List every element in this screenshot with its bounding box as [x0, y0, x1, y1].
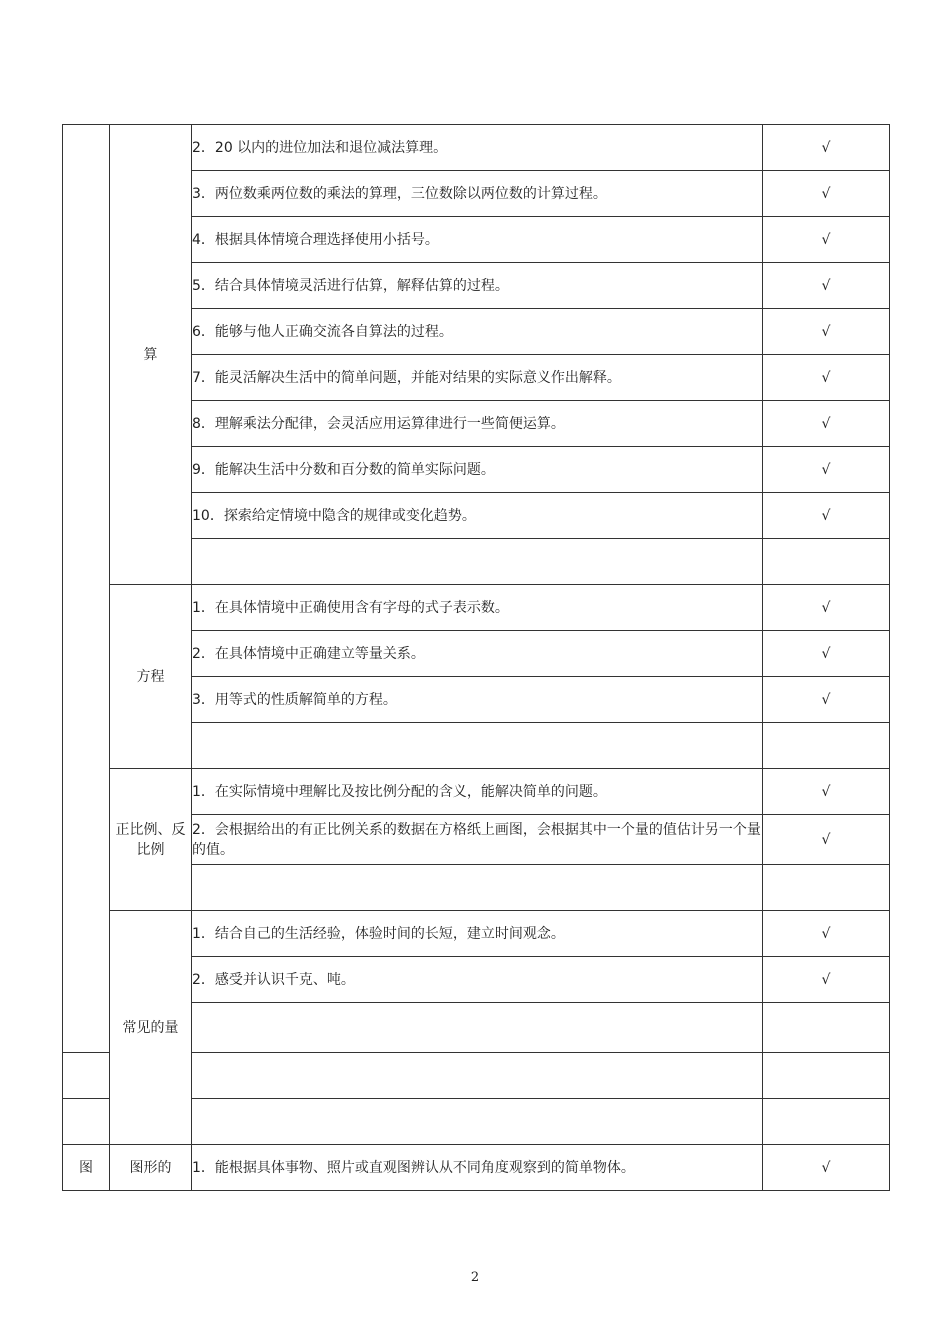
table-row [63, 911, 890, 957]
check-mark: √ [763, 677, 890, 723]
check-mark: √ [763, 401, 890, 447]
item-text: 8．理解乘法分配律，会灵活应用运算律进行一些简便运算。 [192, 401, 763, 447]
section-label-fangcheng: 方程 [110, 585, 192, 769]
item-text: 1．能根据具体事物、照片或直观图辨认从不同角度观察到的简单物体。 [192, 1145, 763, 1191]
table-row [63, 585, 890, 631]
item-text: 2．20 以内的进位加法和退位减法算理。 [192, 125, 763, 171]
item-text: 7．能灵活解决生活中的简单问题，并能对结果的实际意义作出解释。 [192, 355, 763, 401]
section-label-suan: 算 [110, 125, 192, 585]
item-text: 5．结合具体情境灵活进行估算，解释估算的过程。 [192, 263, 763, 309]
category-cell-empty [63, 1099, 110, 1145]
item-text: 9．能解决生活中分数和百分数的简单实际问题。 [192, 447, 763, 493]
item-text [192, 723, 763, 769]
table-row [63, 769, 890, 815]
curriculum-table [62, 124, 890, 1191]
table-row [63, 1145, 890, 1191]
check-mark [763, 539, 890, 585]
section-label-tuxing: 图形的 [110, 1145, 192, 1191]
check-mark: √ [763, 585, 890, 631]
check-mark: √ [763, 1145, 890, 1191]
item-text [192, 865, 763, 911]
item-text: 2．会根据给出的有正比例关系的数据在方格纸上画图，会根据其中一个量的值估计另一个量的值。 [192, 815, 763, 865]
section-label-bili: 正比例、反比例 [110, 769, 192, 911]
check-mark: √ [763, 957, 890, 1003]
check-mark: √ [763, 447, 890, 493]
check-mark [763, 865, 890, 911]
check-mark: √ [763, 309, 890, 355]
check-mark [763, 723, 890, 769]
item-text: 3．两位数乘两位数的乘法的算理，三位数除以两位数的计算过程。 [192, 171, 763, 217]
check-mark: √ [763, 125, 890, 171]
category-cell [63, 125, 110, 1053]
item-text: 1．在具体情境中正确使用含有字母的式子表示数。 [192, 585, 763, 631]
item-text: 2．在具体情境中正确建立等量关系。 [192, 631, 763, 677]
item-text: 1．在实际情境中理解比及按比例分配的含义，能解决简单的问题。 [192, 769, 763, 815]
item-text: 6．能够与他人正确交流各自算法的过程。 [192, 309, 763, 355]
item-text: 2．感受并认识千克、吨。 [192, 957, 763, 1003]
section-label-liang: 常见的量 [110, 911, 192, 1145]
check-mark: √ [763, 631, 890, 677]
item-text [192, 539, 763, 585]
item-text [192, 1053, 763, 1099]
item-text: 1．结合自己的生活经验，体验时间的长短，建立时间观念。 [192, 911, 763, 957]
check-mark: √ [763, 911, 890, 957]
item-text: 10．探索给定情境中隐含的规律或变化趋势。 [192, 493, 763, 539]
check-mark [763, 1003, 890, 1053]
check-mark [763, 1099, 890, 1145]
check-mark: √ [763, 769, 890, 815]
item-text: 4．根据具体情境合理选择使用小括号。 [192, 217, 763, 263]
item-text [192, 1003, 763, 1053]
category-cell-empty [63, 1053, 110, 1099]
check-mark: √ [763, 217, 890, 263]
check-mark: √ [763, 355, 890, 401]
check-mark: √ [763, 263, 890, 309]
item-text: 3．用等式的性质解简单的方程。 [192, 677, 763, 723]
page-number: 2 [470, 1270, 480, 1285]
table-row [63, 125, 890, 171]
item-text [192, 1099, 763, 1145]
check-mark [763, 1053, 890, 1099]
category-label-tu: 图 [63, 1145, 110, 1191]
check-mark: √ [763, 171, 890, 217]
check-mark: √ [763, 815, 890, 865]
check-mark: √ [763, 493, 890, 539]
